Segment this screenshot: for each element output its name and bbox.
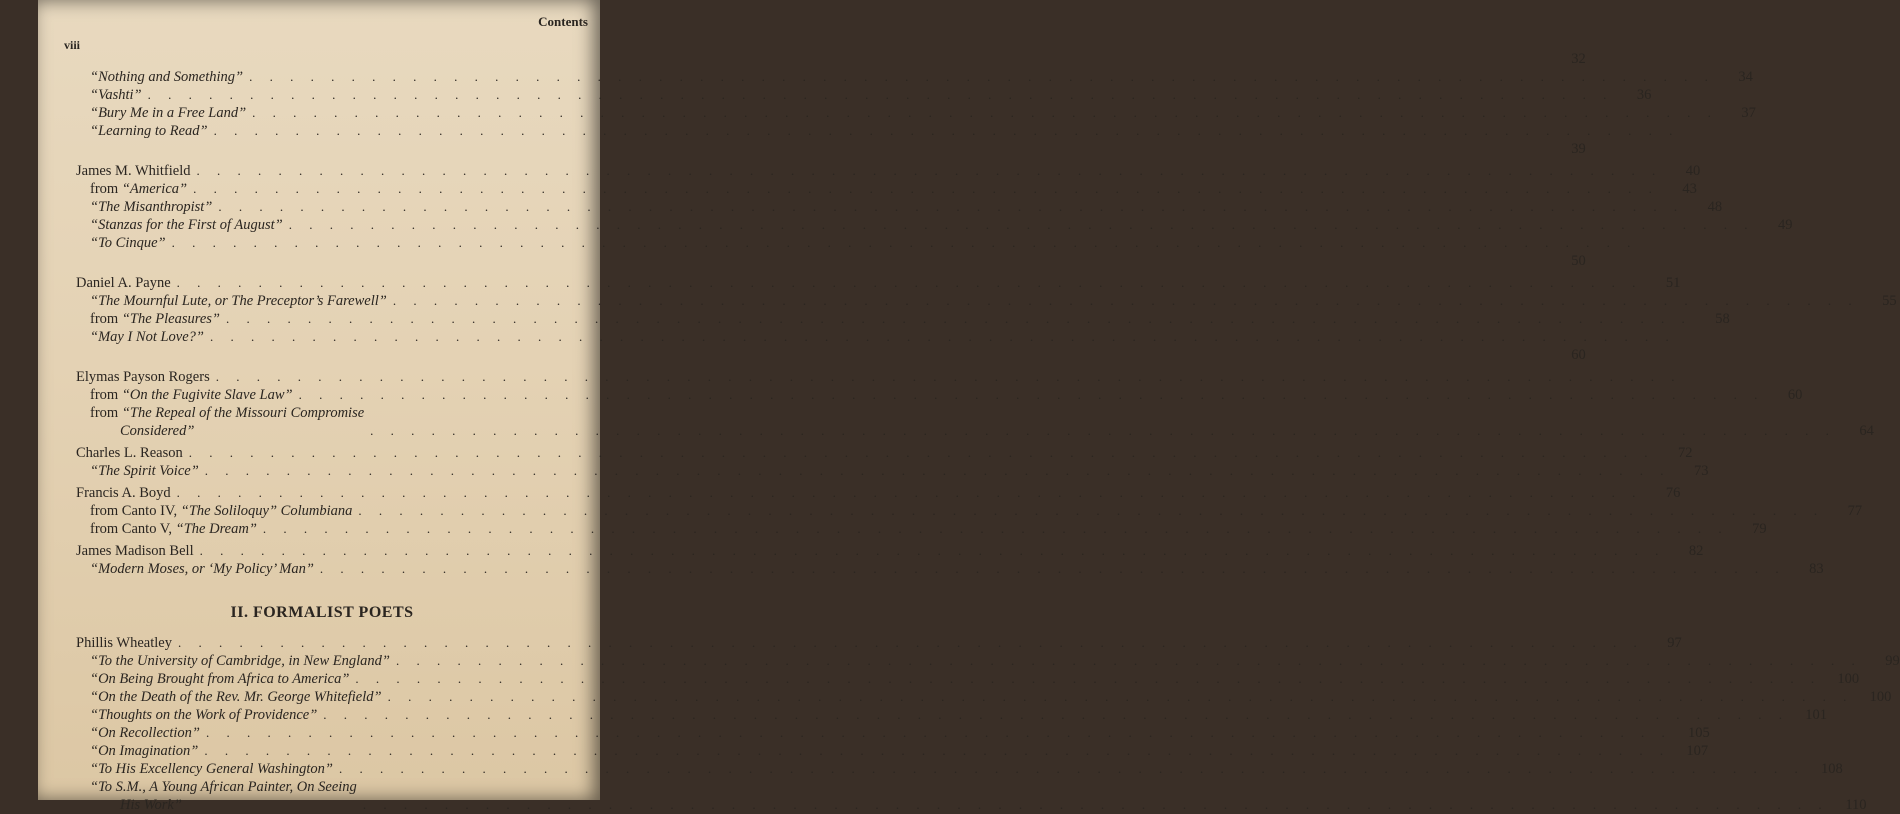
toc-poem-entry (76, 652, 1900, 670)
toc-author-entry (76, 542, 1704, 560)
poem-title: “The Soliloquy” Columbiana (180, 503, 353, 519)
toc-author-entry (76, 162, 1701, 180)
page-number-ref: 37 (1741, 105, 1756, 121)
page-number-ref: 108 (1821, 761, 1843, 777)
toc-poem-entry (76, 706, 1828, 724)
dot-leader (200, 542, 1666, 560)
dot-leader (210, 328, 1676, 346)
toc-page-line (76, 50, 1586, 68)
page-number-ref: 64 (1859, 423, 1874, 439)
page-number-ref: 97 (1667, 635, 1682, 651)
poem-title: “On Being Brought from Africa to America” (90, 671, 350, 687)
toc-author-entry (76, 484, 1681, 502)
toc-poem-entry (76, 234, 568, 252)
page-number-ref: 82 (1688, 543, 1704, 559)
toc-poem-entry (76, 386, 1803, 404)
author-name: James M. Whitfield (76, 163, 191, 179)
poem-prefix: from (90, 387, 122, 403)
page-number-ref: 39 (1571, 141, 1586, 157)
toc-author-entry (76, 274, 1681, 292)
dot-leader (193, 180, 1659, 198)
poem-title: “On Imagination” (90, 743, 199, 759)
page-number-ref: 55 (1882, 293, 1897, 309)
dot-leader (177, 274, 1643, 292)
toc-poem-entry (76, 502, 1863, 520)
page-number-ref: 110 (1845, 797, 1867, 813)
toc-author-entry (76, 444, 1693, 462)
toc-poem-entry (76, 292, 1897, 310)
dot-leader (148, 86, 1614, 104)
dot-leader (263, 520, 1729, 538)
poem-title: “To His Excellency General Washington” (90, 761, 333, 777)
toc-poem-entry (76, 404, 1874, 440)
poem-title-continued: Considered” (120, 423, 195, 439)
poem-title: “Bury Me in a Free Land” (90, 105, 247, 121)
toc-poem-entry (76, 104, 1756, 122)
dot-leader (226, 310, 1692, 328)
poem-prefix: from Canto V, (90, 521, 176, 537)
page-number-ref: 49 (1777, 217, 1793, 233)
dot-leader (177, 484, 1643, 502)
page-number-ref: 32 (1571, 51, 1586, 67)
page-number-ref: 73 (1694, 463, 1709, 479)
author-name: Phillis Wheatley (76, 635, 172, 651)
page-number: viii (64, 38, 81, 52)
author-name: Elymas Payson Rogers (76, 369, 210, 385)
page-number-ref: 60 (1571, 347, 1586, 363)
page-number-ref: 72 (1677, 445, 1693, 461)
poem-title: “The Repeal of the Missouri Compromise (121, 405, 365, 421)
page-number-ref: 48 (1707, 199, 1723, 215)
page-number-ref: 51 (1665, 275, 1681, 291)
toc-page-line (76, 346, 1586, 364)
toc-poem-entry (76, 198, 1723, 216)
page-number-ref: 36 (1636, 87, 1652, 103)
page-number-ref: 50 (1571, 253, 1586, 269)
poem-title: “The Misanthropist” (90, 199, 213, 215)
dot-leader (204, 742, 1670, 760)
dot-leader (218, 198, 1684, 216)
author-name: James Madison Bell (76, 543, 194, 559)
table-of-contents (76, 50, 1900, 814)
poem-title: “Nothing and Something” (90, 69, 244, 85)
author-name: Francis A. Boyd (76, 485, 171, 501)
toc-poem-entry (76, 310, 1730, 328)
page-number-ref: 100 (1869, 689, 1892, 705)
toc-group-1 (76, 50, 1897, 578)
poem-prefix: from (90, 405, 122, 421)
dot-leader (393, 292, 1859, 310)
poem-title: “To S.M., A Young African Painter, On Seeing (90, 779, 357, 795)
dot-leader (323, 706, 1789, 724)
poem-title: “To Cinque” (90, 235, 166, 251)
poem-prefix: from (90, 311, 122, 327)
dot-leader (249, 68, 1715, 86)
page-number-ref: 83 (1809, 561, 1824, 577)
poem-title: “The Spirit Voice” (90, 463, 199, 479)
dot-leader (358, 502, 1824, 520)
page-number-ref: 77 (1847, 503, 1863, 519)
poem-title: “Learning to Read” (90, 123, 208, 139)
page-number-ref: 60 (1787, 387, 1803, 403)
poem-title-continued: His Work” (120, 797, 182, 813)
dot-leader (205, 462, 1671, 480)
poem-title: “Stanzas for the First of August” (90, 217, 283, 233)
dot-leader (388, 688, 1854, 706)
toc-poem-entry (76, 122, 568, 140)
page-number-ref: 107 (1686, 743, 1709, 759)
toc-group-2 (76, 634, 1900, 814)
dot-leader (363, 796, 1829, 814)
toc-poem-entry (76, 68, 1753, 86)
section-title: II. FORMALIST POETS (230, 604, 414, 621)
toc-poem-entry (76, 462, 1709, 480)
toc-poem-entry (76, 724, 1710, 742)
book-page (38, 0, 1900, 813)
poem-title: “On Recollection” (90, 725, 200, 741)
poem-title: “Vashti” (90, 87, 142, 103)
dot-leader (214, 122, 1680, 140)
page-number-ref: 40 (1685, 163, 1701, 179)
page-number-ref: 76 (1665, 485, 1681, 501)
poem-prefix: from Canto IV, (90, 503, 181, 519)
author-name: Charles L. Reason (76, 445, 183, 461)
dot-leader (189, 444, 1655, 462)
page-number-ref: 43 (1682, 181, 1697, 197)
toc-poem-entry (76, 328, 568, 346)
toc-poem-entry (76, 520, 1767, 538)
toc-author-entry (76, 368, 568, 386)
page-number-ref: 100 (1837, 671, 1860, 687)
toc-page-line (76, 140, 1586, 158)
dot-leader (197, 162, 1663, 180)
dot-leader (299, 386, 1765, 404)
toc-page-line (76, 252, 1586, 270)
poem-title: “The Dream” (175, 521, 257, 537)
toc-poem-entry (76, 670, 1860, 688)
toc-poem-entry (76, 688, 1892, 706)
toc-poem-entry (76, 216, 1793, 234)
toc-poem-entry (76, 560, 1824, 578)
poem-title: “May I Not Love?” (90, 329, 204, 345)
dot-leader (396, 652, 1862, 670)
poem-title: “On the Fugivite Slave Law” (121, 387, 293, 403)
dot-leader (339, 760, 1805, 778)
dot-leader (172, 234, 1638, 252)
dot-leader (355, 670, 1821, 688)
running-head: Contents (538, 14, 588, 29)
toc-author-entry (76, 634, 1682, 652)
toc-poem-entry (76, 760, 1843, 778)
dot-leader (252, 104, 1718, 122)
dot-leader (216, 368, 1682, 386)
dot-leader (320, 560, 1786, 578)
page-number-ref: 99 (1885, 653, 1900, 669)
author-name: Daniel A. Payne (76, 275, 171, 291)
poem-title: “Thoughts on the Work of Providence” (90, 707, 318, 723)
poem-prefix: from (90, 181, 122, 197)
toc-poem-entry (76, 180, 1697, 198)
page-number-ref: 58 (1715, 311, 1730, 327)
toc-poem-entry (76, 742, 1709, 760)
poem-title: “To the University of Cambridge, in New England” (90, 653, 390, 669)
dot-leader (289, 216, 1755, 234)
page-number-ref: 79 (1752, 521, 1767, 537)
dot-leader (370, 422, 1836, 440)
toc-poem-entry (76, 778, 1867, 814)
dot-leader (206, 724, 1672, 742)
poem-title: “America” (121, 181, 188, 197)
poem-title: “The Pleasures” (121, 311, 220, 327)
page-number-ref: 101 (1805, 707, 1828, 723)
page-number-ref: 34 (1738, 69, 1753, 85)
poem-title: “The Mournful Lute, or The Preceptor’s Farewell” (90, 293, 387, 309)
poem-title: “Modern Moses, or ‘My Policy’ Man” (90, 561, 314, 577)
page-number-ref: 105 (1687, 725, 1710, 741)
poem-title: “On the Death of the Rev. Mr. George Whitefield” (90, 689, 382, 705)
toc-poem-entry (76, 86, 1652, 104)
dot-leader (178, 634, 1644, 652)
